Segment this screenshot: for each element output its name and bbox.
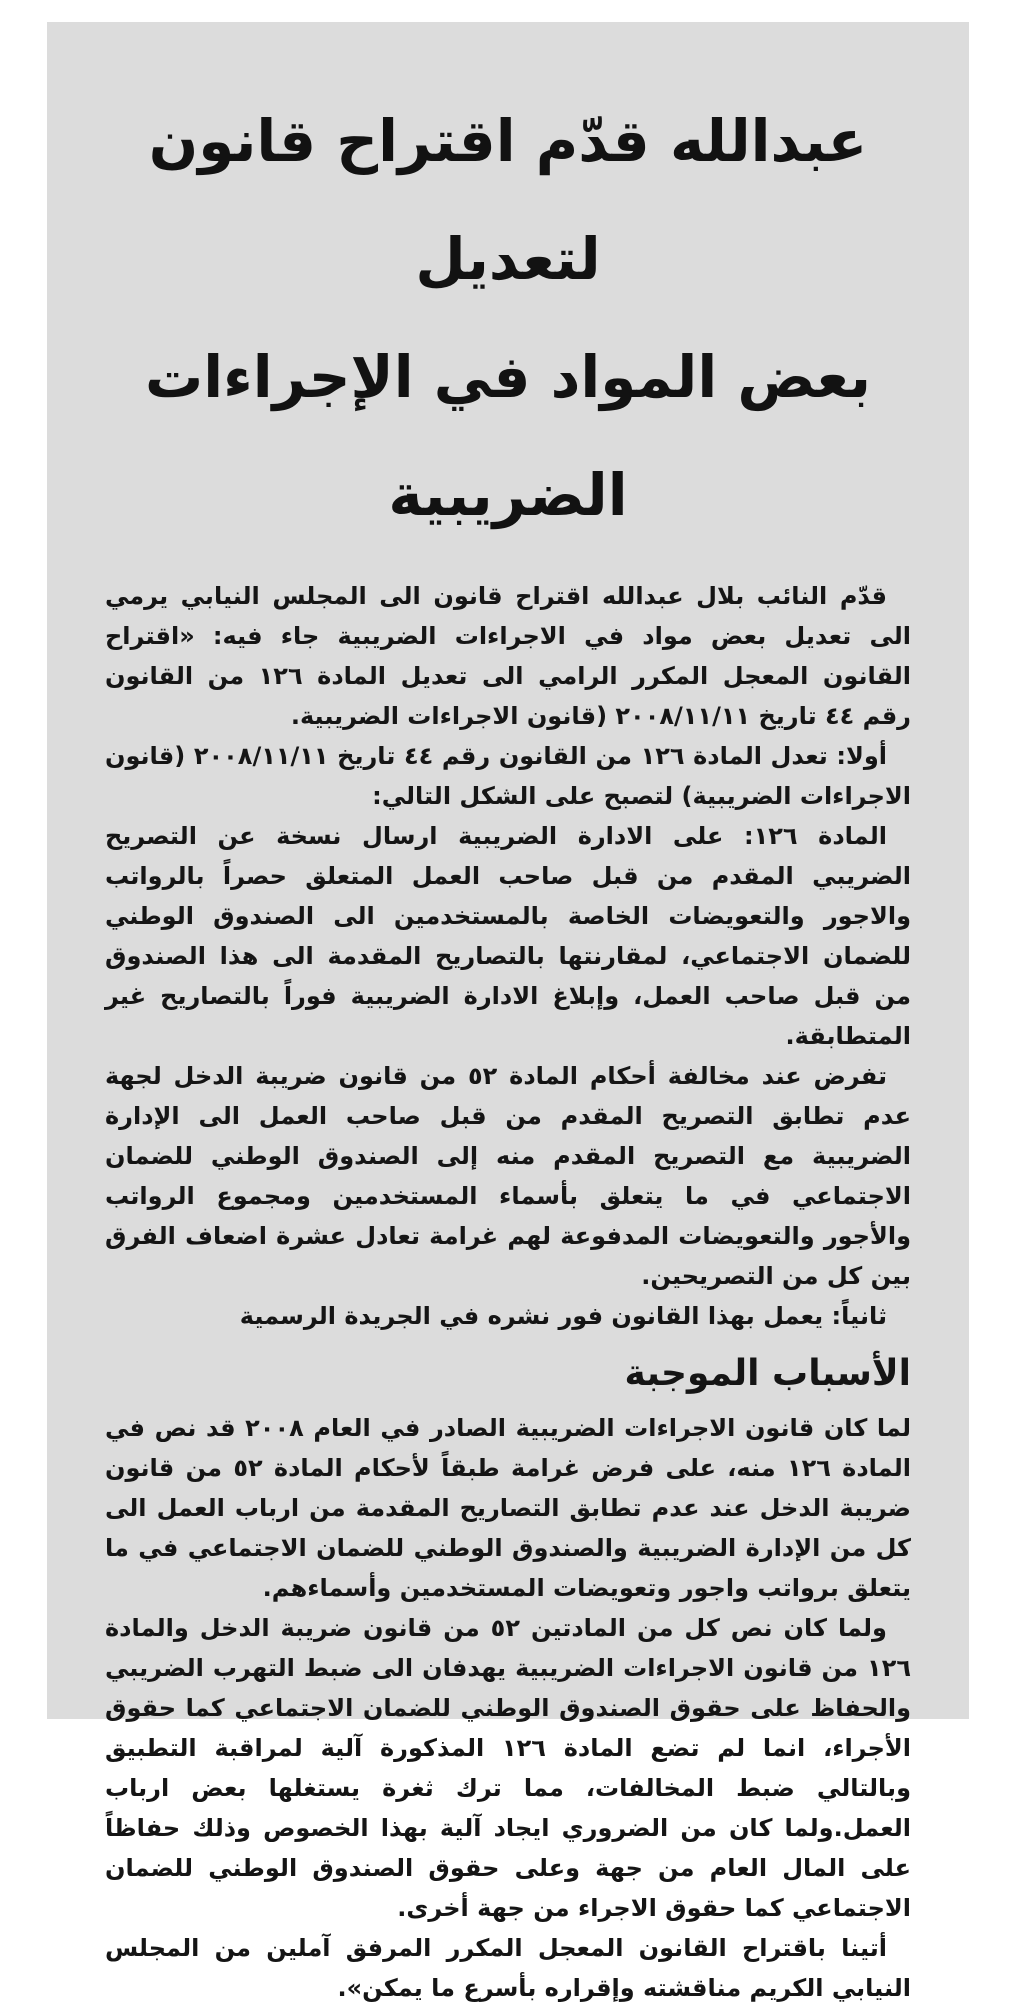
article-paragraph-article-126: المادة ١٢٦: على الادارة الضريبية ارسال نسخة عن التصريح الضريبي المقدم من قبل صاحب العمل المتعلق حصراً بالرواتب والاجور والتعويضات الخاصة بالمستخدمين الى الصندوق الوطني للضمان الاجتماعي، لمقارنتها بالتصاريح المقدمة الى هذا الصندوق من قبل صاحب العمل، وإبلاغ الادارة الضريبية فوراً بالتصاريح غير المتطابقة. <box>105 822 911 1050</box>
article-paragraph-penalty: تفرض عند مخالفة أحكام المادة ٥٢ من قانون ضريبة الدخل لجهة عدم تطابق التصريح المقدم من قبل صاحب العمل الى الإدارة الضريبية مع التصريح المقدم منه إلى الصندوق الوطني للضمان الاجتماعي في ما يتعلق بأسماء المستخدمين ومجموع الرواتب والأجور والتعويضات المدفوعة لهم غرامة تعادل عشرة اضعاف الفرق بين كل من التصريحين. <box>105 1062 911 1290</box>
section-heading-reasons: الأسباب الموجبة <box>624 1353 911 1394</box>
page-edge <box>0 0 6 1719</box>
headline-line-2: بعض المواد في الإجراءات الضريبية <box>144 343 872 529</box>
article-paragraph-second-clause: ثانياً: يعمل بهذا القانون فور نشره في الجريدة الرسمية <box>239 1302 887 1330</box>
article-paragraph-intro: قدّم النائب بلال عبدالله اقتراح قانون الى المجلس النيابي يرمي الى تعديل بعض مواد في الاجراءات الضريبية جاء فيه: «اقتراح القانون المعجل المكرر الرامي الى تعديل المادة ١٢٦ من القانون رقم ٤٤ تاريخ ٢٠٠٨/١١/١١ (قانون الاجراءات الضريبية. <box>105 582 911 730</box>
article-paragraph-reasons-2: ولما كان نص كل من المادتين ٥٢ من قانون ضريبة الدخل والمادة ١٢٦ من قانون الاجراءات الضريبية يهدفان الى ضبط التهرب الضريبي والحفاظ على حقوق الصندوق الوطني للضمان الاجتماعي كما حقوق الأجراء، انما لم تضع المادة ١٢٦ المذكورة آلية لمراقبة التطبيق وبالتالي ضبط المخالفات، مما ترك ثغرة يستغلها بعض ارباب العمل.ولما كان من الضروري ايجاد آلية بهذا الخصوص وذلك حفاظاً على المال العام من جهة وعلى حقوق الصندوق الوطني للضمان الاجتماعي كما حقوق الاجراء من جهة أخرى. <box>105 1614 912 1922</box>
article-paragraph-first-amendment: أولا: تعدل المادة ١٢٦ من القانون رقم ٤٤ تاريخ ٢٠٠٨/١١/١١ (قانون الاجراءات الضريبية) لتصبح على الشكل التالي: <box>105 742 911 810</box>
article-paragraph-reasons-1: لما كان قانون الاجراءات الضريبية الصادر في العام ٢٠٠٨ قد نص في المادة ١٢٦ منه، على فرض غرامة طبقاً لأحكام المادة ٥٢ من قانون ضريبة الدخل عند عدم تطابق التصاريح المقدمة من ارباب العمل الى كل من الإدارة الضريبية والصندوق الوطني للضمان الاجتماعي في ما يتعلق برواتب واجور وتعويضات المستخدمين وأسماءهم. <box>105 1414 912 1602</box>
newspaper-clipping <box>47 22 969 2002</box>
article-paragraph-closing: أتينا باقتراح القانون المعجل المكرر المرفق آملين من المجلس النيابي الكريم مناقشته وإقراره بأسرع ما يمكن». <box>105 1934 911 2002</box>
headline-line-1: عبدالله قدّم اقتراح قانون لتعديل <box>148 107 868 293</box>
article-body <box>105 576 911 2008</box>
